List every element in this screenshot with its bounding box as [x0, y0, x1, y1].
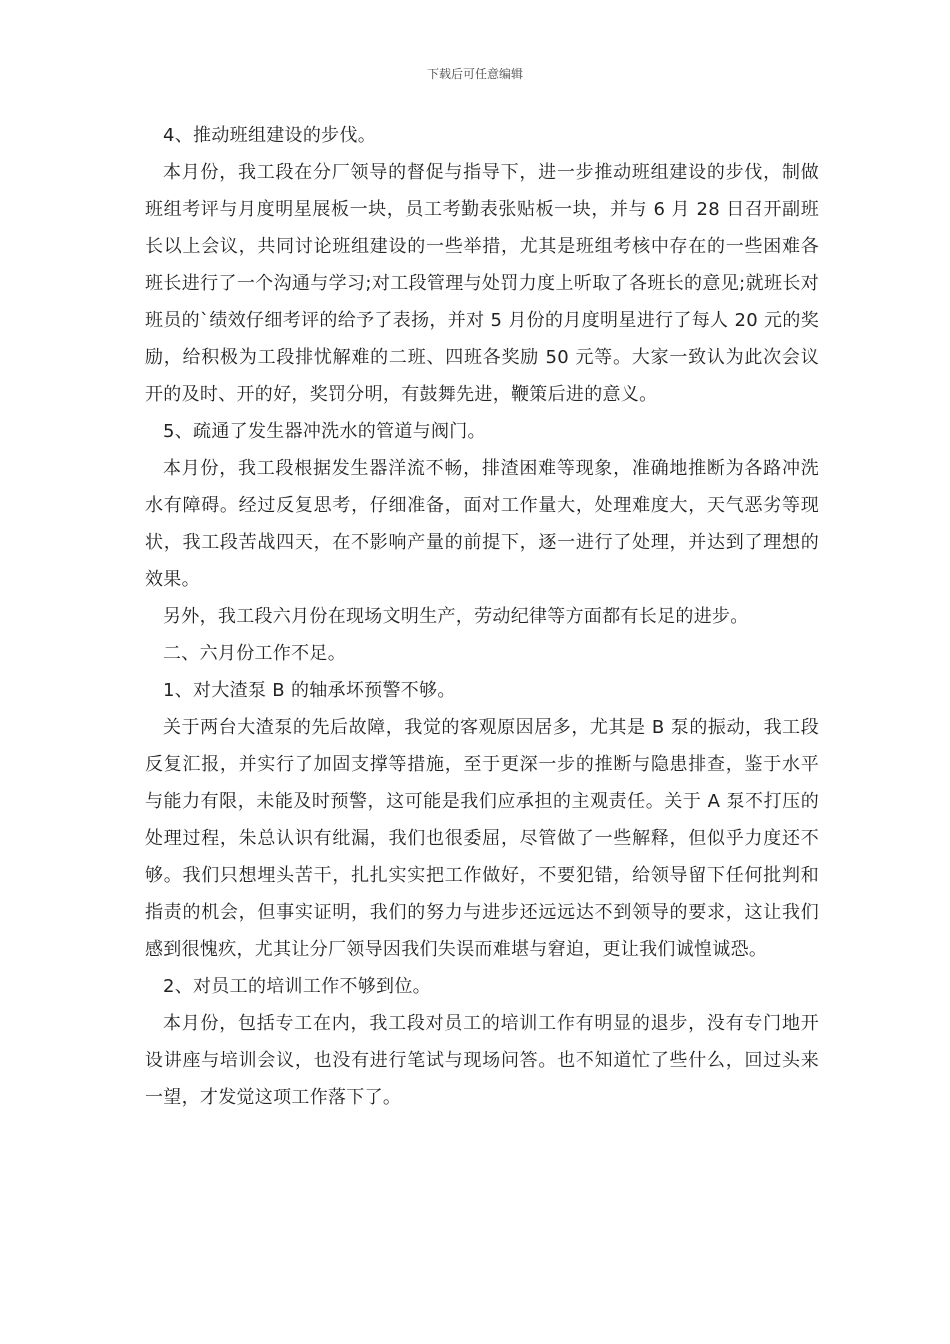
body-paragraph: 关于两台大渣泵的先后故障，我觉的客观原因居多，尤其是 B 泵的振动，我工段反复汇报，并实行了加固支撑等措施，至于更深一步的推断与隐患排查，鉴于水平与能力有限，未能及时预警，这可能是我们应承担的主观责任。关于 A 泵不打压的处理过程，朱总认识有纰漏，我们也很委屈，尽管做了一些解释，但似乎力度还不够。我们只想埋头苦干，扎扎实实把工作做好，不要犯错，给领导留下任何批判和指责的机会，但事实证明，我们的努力与进步还远远达不到领导的要求，这让我们感到很愧疚，尤其让分厂领导因我们失误而难堪与窘迫，更让我们诚惶诚恐。 — [145, 717, 819, 960]
page-header: 下载后可任意编辑 — [426, 67, 523, 81]
section-heading: 4、推动班组建设的步伐。 — [163, 125, 377, 146]
body-paragraph: 本月份，我工段在分厂领导的督促与指导下，进一步推动班组建设的步伐，制做班组考评与月度明星展板一块，员工考勤表张贴板一块，并与 6 月 28 日召开副班长以上会议，共同讨论班组建设的一些举措，尤其是班组考核中存在的一些困难各班长进行了一个沟通与学习;对工段管理与处罚力度上听取了各班长的意见;就班长对班员的`绩效仔细考评的给予了表扬，并对 5 月份的月度明星进行了每人 20 元的奖励，给积极为工段排忧解难的二班、四班各奖励 50 元等。大家一致认为此次会议开的及时、开的好，奖罚分明，有鼓舞先进，鞭策后进的意义。 — [145, 162, 819, 405]
body-paragraph: 本月份，包括专工在内，我工段对员工的培训工作有明显的退步，没有专门地开设讲座与培训会议，也没有进行笔试与现场问答。也不知道忙了些什么，回过头来一望，才发觉这项工作落下了。 — [145, 1013, 819, 1108]
body-paragraph: 本月份，我工段根据发生器洋流不畅，排渣困难等现象，准确地推断为各路冲洗水有障碍。经过反复思考，仔细准备，面对工作量大，处理难度大，天气恶劣等现状，我工段苦战四天，在不影响产量的前提下，逐一进行了处理，并达到了理想的效果。 — [145, 458, 819, 590]
body-paragraph: 另外，我工段六月份在现场文明生产，劳动纪律等方面都有长足的进步。 — [163, 606, 749, 627]
section-heading: 2、对员工的培训工作不够到位。 — [163, 976, 431, 997]
section-heading: 1、对大渣泵 B 的轴承坏预警不够。 — [163, 680, 456, 701]
section-heading: 二、六月份工作不足。 — [163, 643, 346, 664]
document-body — [145, 117, 819, 1116]
section-heading: 5、疏通了发生器冲洗水的管道与阀门。 — [163, 421, 486, 442]
